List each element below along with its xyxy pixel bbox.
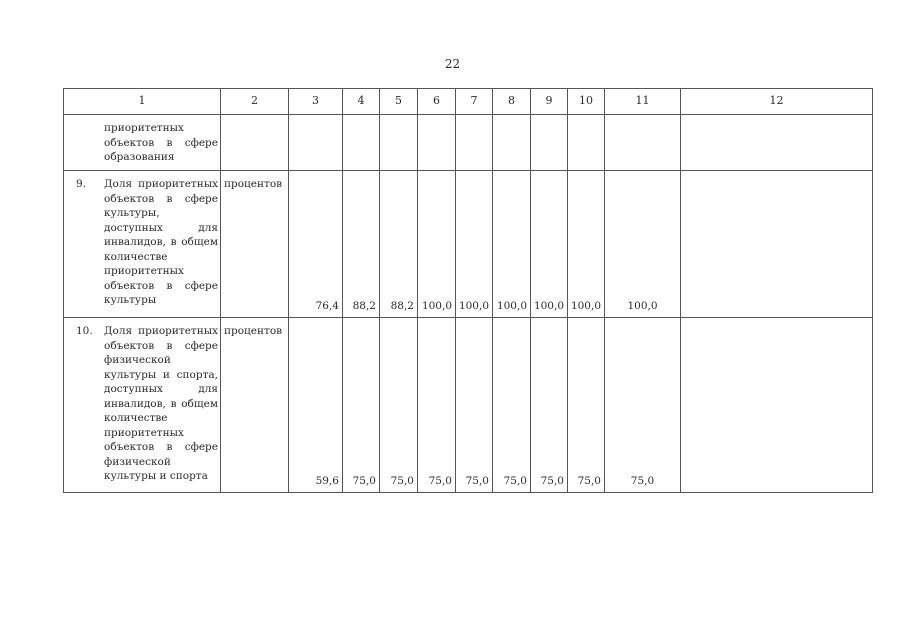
- indicator-description: приоритетных объектов в сфере образования: [104, 122, 218, 163]
- unit-cell: процентов: [221, 318, 289, 493]
- notes-cell: [681, 115, 873, 171]
- indicator-cell: [64, 171, 221, 318]
- header-cell: 12: [681, 89, 873, 115]
- value-cell: 75,0: [568, 318, 605, 493]
- value-cell: 100,0: [456, 171, 493, 318]
- header-cell: 8: [493, 89, 531, 115]
- value-cell: [568, 115, 605, 171]
- header-cell: 10: [568, 89, 605, 115]
- value-cell: 100,0: [418, 171, 456, 318]
- value-cell: [418, 115, 456, 171]
- header-cell: 3: [289, 89, 343, 115]
- header-cell: 6: [418, 89, 456, 115]
- table-row: [64, 318, 873, 493]
- header-cell: 1: [64, 89, 221, 115]
- value-cell: 100,0: [493, 171, 531, 318]
- value-cell: 100,0: [531, 171, 568, 318]
- value-cell: 59,6: [289, 318, 343, 493]
- indicator-cell: [64, 115, 221, 171]
- header-cell: 9: [531, 89, 568, 115]
- value-cell: [343, 115, 380, 171]
- indicator-description: Доля приоритетных объектов в сфере культуры, доступных для инвалидов, в общем количестве приоритетных объектов в сфере культуры: [104, 178, 218, 306]
- value-cell: [493, 115, 531, 171]
- indicator-cell: [64, 318, 221, 493]
- value-cell: 76,4: [289, 171, 343, 318]
- value-cell: [456, 115, 493, 171]
- page-number: 22: [444, 57, 461, 71]
- value-cell: 100,0: [568, 171, 605, 318]
- notes-cell: [681, 171, 873, 318]
- value-cell: [531, 115, 568, 171]
- value-cell: 100,0: [605, 171, 681, 318]
- header-cell: 2: [221, 89, 289, 115]
- header-cell: 5: [380, 89, 418, 115]
- header-row: [64, 89, 873, 115]
- value-cell: 88,2: [343, 171, 380, 318]
- value-cell: 75,0: [418, 318, 456, 493]
- indicators-table: [63, 88, 873, 493]
- indicator-description: Доля приоритетных объектов в сфере физической культуры и спорта, доступных для инвалидов, в общем количестве приоритетных объектов в сфере физической культуры и спорта: [104, 325, 218, 482]
- value-cell: 75,0: [380, 318, 418, 493]
- header-cell: 7: [456, 89, 493, 115]
- row-number: 10.: [76, 325, 93, 337]
- value-cell: [605, 115, 681, 171]
- row-number: 9.: [76, 178, 87, 190]
- value-cell: [380, 115, 418, 171]
- value-cell: 75,0: [456, 318, 493, 493]
- table-row: [64, 171, 873, 318]
- value-cell: 75,0: [343, 318, 380, 493]
- value-cell: [289, 115, 343, 171]
- value-cell: 75,0: [493, 318, 531, 493]
- unit-cell: процентов: [221, 171, 289, 318]
- value-cell: 75,0: [605, 318, 681, 493]
- table-row: [64, 115, 873, 171]
- value-cell: 75,0: [531, 318, 568, 493]
- notes-cell: [681, 318, 873, 493]
- unit-cell: [221, 115, 289, 171]
- value-cell: 88,2: [380, 171, 418, 318]
- header-cell: 4: [343, 89, 380, 115]
- header-cell: 11: [605, 89, 681, 115]
